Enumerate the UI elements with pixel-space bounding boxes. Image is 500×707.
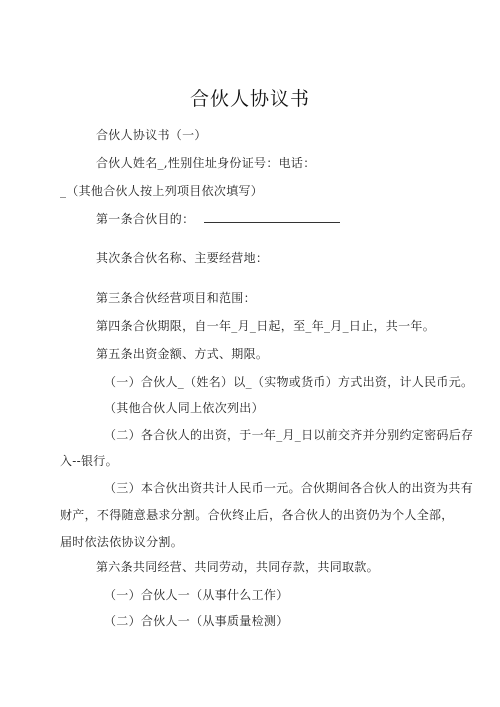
article-five-item-three: （三）本合伙出资共计人民币一元。合伙期间各合伙人的出资为共有 [104, 481, 474, 495]
article-five-item-two-cont: 入--银行。 [60, 454, 118, 468]
article-five-item-one: （一）合伙人_（姓名）以_（实物或货币）方式出资，计人民币元。 [104, 375, 474, 389]
article-two: 其次条合伙名称、主要经营地： [96, 251, 269, 265]
article-one-text: 第一条合伙目的： [96, 212, 195, 226]
blank-underline [204, 211, 340, 223]
article-six-item-one: （一）合伙人一（从事什么工作） [104, 588, 289, 602]
article-six: 第六条共同经营、共同劳动，共同存款，共同取款。 [96, 560, 379, 574]
article-six-item-two: （二）合伙人一（从事质量检测） [104, 614, 289, 628]
paragraph-heading-one: 合伙人协议书（一） [96, 128, 207, 142]
paragraph-other-partners: _（其他合伙人按上列项目依次填写） [60, 184, 264, 198]
article-three: 第三条合伙经营项目和范围： [96, 291, 256, 305]
article-five-item-three-cont: 财产，不得随意悬求分割。合伙终止后，各合伙人的出资仍为个人全部， [60, 508, 454, 522]
paragraph-partner-info: 合伙人姓名_,性别住址身份证号：电话： [96, 156, 316, 170]
article-four: 第四条合伙期限，自一年_月_日起，至_年_月_日止，共一年。 [96, 319, 436, 333]
article-five-note: （其他合伙人同上依次列出） [104, 401, 264, 415]
document-title: 合伙人协议书 [189, 88, 310, 110]
article-five: 第五条出资金额、方式、期限。 [96, 347, 269, 361]
article-one [96, 211, 340, 227]
article-five-item-two: （二）各合伙人的出资，于一年_月_日以前交齐并分别约定密码后存 [104, 428, 474, 442]
article-five-item-three-end: 届时依法依协议分割。 [60, 535, 184, 549]
